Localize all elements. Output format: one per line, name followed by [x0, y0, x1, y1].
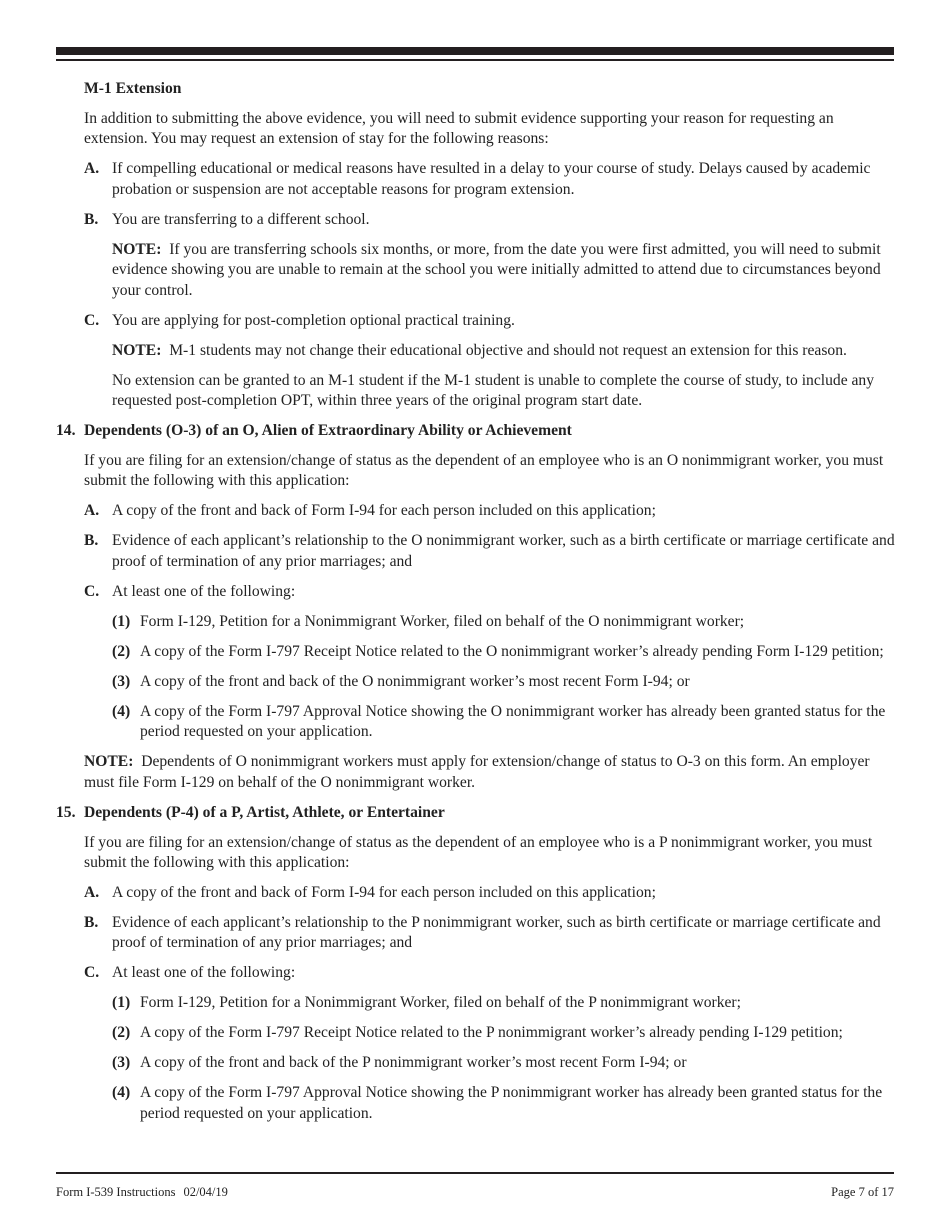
list-item-text: If compelling educational or medical reasons have resulted in a delay to your course of study. Delays caused by academic probation or suspension are not acceptable reasons for program extension.: [112, 160, 871, 198]
list-marker: B.: [84, 914, 99, 932]
list-marker: A.: [84, 160, 100, 178]
list-item-text: Evidence of each applicant’s relationship to the P nonimmigrant worker, such as birth certificate or marriage certificate and proof of termination of any prior marriages; and: [112, 914, 881, 952]
s14-item-c: [56, 582, 896, 602]
section-title: Dependents (O-3) of an O, Alien of Extraordinary Ability or Achievement: [84, 422, 572, 440]
section-number: 15.: [56, 803, 76, 821]
list-item-text: A copy of the front and back of the P nonimmigrant worker’s most recent Form I-94; or: [140, 1054, 687, 1072]
s15-item-b: [56, 913, 896, 954]
s15-item-c: [56, 963, 896, 983]
list-marker: (2): [112, 642, 131, 660]
s14-subitem-2: [56, 642, 896, 662]
list-marker: C.: [84, 311, 100, 329]
list-marker: (1): [112, 994, 131, 1012]
section-14-intro: If you are filing for an extension/change of status as the dependent of an employee who is an O nonimmigrant worker, you must submit the following with this application:: [84, 452, 884, 490]
s15-subitem-3: [56, 1053, 896, 1073]
s15-subitem-2: [56, 1023, 896, 1043]
footer-date: 02/04/19: [183, 1185, 228, 1199]
note-label: NOTE:: [112, 240, 162, 258]
section-14-heading: [56, 421, 896, 441]
s15-subitem-1: [56, 993, 896, 1013]
footer-rule: [56, 1172, 894, 1174]
m1-closing: No extension can be granted to an M-1 student if the M-1 student is unable to complete the course of study, to include any requested post-completion OPT, within three years of the original program start date.: [112, 371, 875, 410]
list-item-text: You are transferring to a different school.: [112, 210, 370, 228]
list-marker: C.: [84, 964, 100, 982]
s14-item-b: [56, 531, 896, 572]
footer-form-info: [56, 1184, 228, 1200]
note-text: M-1 students may not change their educational objective and should not request an extension for this reason.: [169, 341, 847, 359]
list-item-text: A copy of the front and back of the O nonimmigrant worker’s most recent Form I-94; or: [140, 672, 690, 690]
list-marker: C.: [84, 582, 100, 600]
list-marker: A.: [84, 884, 100, 902]
list-marker: B.: [84, 210, 99, 228]
m1-intro: In addition to submitting the above evidence, you will need to submit evidence supporting your reason for requesting an extension. You may request an extension of stay for the following reasons:: [84, 110, 834, 148]
s14-subitem-4: [56, 702, 896, 743]
list-marker: (4): [112, 702, 131, 720]
list-marker: (3): [112, 1054, 131, 1072]
header-rule-thin: [56, 59, 894, 61]
list-item-text: A copy of the front and back of Form I-94 for each person included on this application;: [112, 502, 656, 520]
note-text: If you are transferring schools six months, or more, from the date you were first admitted, you will need to submit evidence showing you are unable to remain at the school you were initially admitted to attend due to circumstances beyond your control.: [112, 240, 881, 299]
s14-subitem-1: [56, 612, 896, 632]
list-item-text: You are applying for post-completion optional practical training.: [112, 311, 515, 329]
header-rule-thick: [56, 47, 894, 55]
list-marker: (1): [112, 612, 131, 630]
list-item-text: Evidence of each applicant’s relationship to the O nonimmigrant worker, such as a birth certificate or marriage certificate and proof of termination of any prior marriages; and: [112, 532, 895, 570]
list-item-text: A copy of the Form I-797 Approval Notice showing the O nonimmigrant worker has already been granted status for the period requested on your application.: [140, 702, 886, 741]
list-marker: A.: [84, 502, 100, 520]
footer-page-number: Page 7 of 17: [831, 1185, 894, 1199]
footer-form-name: Form I-539 Instructions: [56, 1185, 176, 1199]
list-item-text: A copy of the Form I-797 Receipt Notice related to the P nonimmigrant worker’s already pending I-129 petition;: [140, 1024, 843, 1042]
note-label: NOTE:: [84, 753, 134, 771]
s15-subitem-4: [56, 1083, 896, 1124]
m1-note-b: [56, 240, 896, 301]
page-content: [56, 79, 896, 1134]
s14-subitem-3: [56, 672, 896, 692]
section-15-heading: [56, 803, 896, 823]
list-item-text: Form I-129, Petition for a Nonimmigrant Worker, filed on behalf of the O nonimmigrant worker;: [140, 612, 745, 630]
list-marker: B.: [84, 532, 99, 550]
section-14-note: [56, 752, 896, 793]
m1-item-a: [56, 159, 896, 200]
list-item-text: A copy of the Form I-797 Approval Notice showing the P nonimmigrant worker has already been granted status for the period requested on your application.: [140, 1084, 883, 1122]
section-15-intro: If you are filing for an extension/change of status as the dependent of an employee who is a P nonimmigrant worker, you must submit the following with this application:: [84, 833, 873, 872]
s15-item-a: [56, 883, 896, 903]
list-item-text: At least one of the following:: [112, 582, 296, 600]
s14-item-a: [56, 501, 896, 521]
list-marker: (4): [112, 1084, 131, 1102]
note-text: Dependents of O nonimmigrant workers must apply for extension/change of status to O-3 on this form. An employer must file Form I-129 on behalf of the O nonimmigrant worker.: [84, 753, 870, 791]
list-item-text: At least one of the following:: [112, 964, 296, 982]
section-number: 14.: [56, 422, 76, 440]
m1-note-c: [56, 341, 896, 361]
m1-item-c: [56, 311, 896, 331]
list-item-text: Form I-129, Petition for a Nonimmigrant Worker, filed on behalf of the P nonimmigrant worker;: [140, 994, 741, 1012]
list-item-text: A copy of the front and back of Form I-94 for each person included on this application;: [112, 884, 656, 902]
note-label: NOTE:: [112, 341, 162, 359]
m1-heading: M-1 Extension: [84, 80, 182, 97]
list-item-text: A copy of the Form I-797 Receipt Notice related to the O nonimmigrant worker’s already pending Form I-129 petition;: [140, 642, 884, 660]
list-marker: (2): [112, 1024, 131, 1042]
list-marker: (3): [112, 672, 131, 690]
m1-item-b: [56, 210, 896, 230]
section-title: Dependents (P-4) of a P, Artist, Athlete, or Entertainer: [84, 803, 445, 821]
